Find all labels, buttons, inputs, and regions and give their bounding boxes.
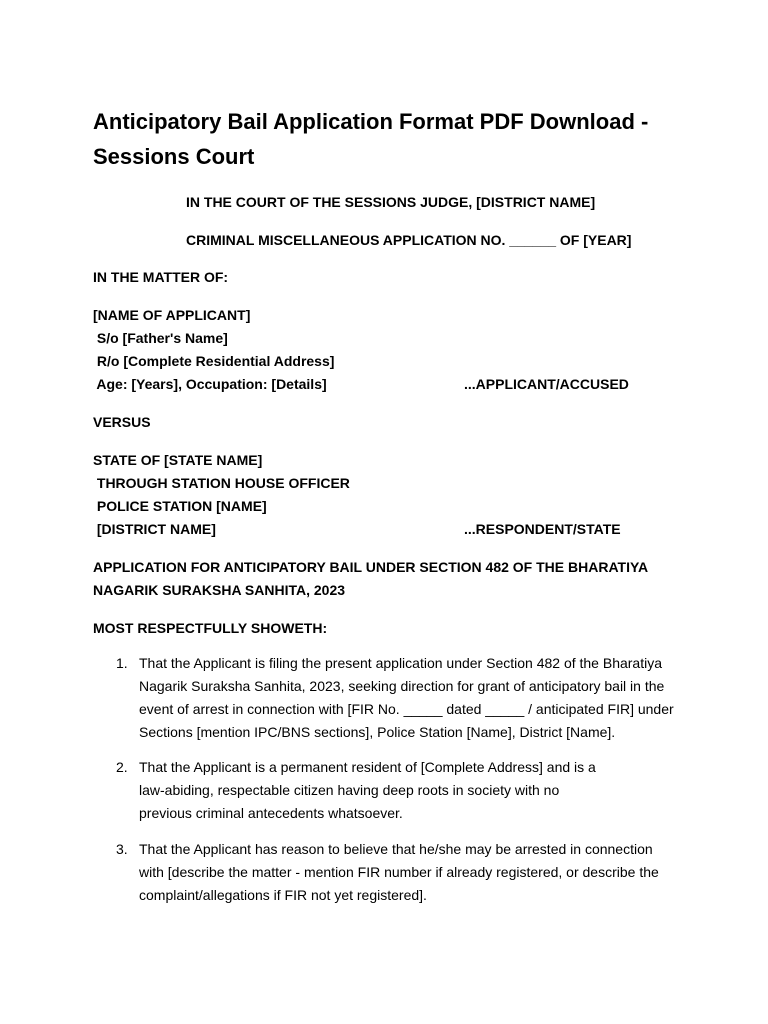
application-title: APPLICATION FOR ANTICIPATORY BAIL UNDER SECTION 482 OF THE BHARATIYA NAGARIK SURAKSHA SANHITA, 2023 xyxy=(93,559,648,598)
respondent-role: ...RESPONDENT/STATE xyxy=(464,521,621,537)
respondent-state: STATE OF [STATE NAME] xyxy=(93,452,263,468)
applicant-residence: R/o [Complete Residential Address] xyxy=(93,353,335,369)
list-item-number: 2. xyxy=(116,759,128,775)
list-item-number: 1. xyxy=(116,655,128,671)
list-item-text: That the Applicant is a permanent resident of [Complete Address] and is a law-abiding, respectable citizen having deep roots in society with no previous criminal antecedents whatsoever. xyxy=(139,759,596,821)
list-item-text: That the Applicant has reason to believe that he/she may be arrested in connection with [describe the matter - mention FIR number if already registered, or describe the complaint/allegations if FIR not yet registered]. xyxy=(139,841,659,903)
respondent-through: THROUGH STATION HOUSE OFFICER xyxy=(93,475,350,491)
in-the-matter-heading: IN THE MATTER OF: xyxy=(93,269,229,285)
list-item-text: That the Applicant is filing the present application under Section 482 of the Bharatiya Nagarik Suraksha Sanhita, 2023, seeking direction for grant of anticipatory bail in the event of arrest in connection with [FIR No. _____ dated _____ / anticipated FIR] under Sections [mention IPC/BNS sections], Police Station [Name], District [Name]. xyxy=(139,655,674,740)
list-item-number: 3. xyxy=(116,841,128,857)
applicant-role: ...APPLICANT/ACCUSED xyxy=(464,376,629,392)
respondent-district: [DISTRICT NAME] xyxy=(93,521,216,537)
respondent-police-station: POLICE STATION [NAME] xyxy=(93,498,267,514)
document-title: Anticipatory Bail Application Format PDF Download - Sessions Court xyxy=(93,109,649,169)
applicant-age-occupation: Age: [Years], Occupation: [Details] xyxy=(93,376,327,392)
applicant-father: S/o [Father's Name] xyxy=(93,330,228,346)
applicant-name: [NAME OF APPLICANT] xyxy=(93,307,251,323)
versus-heading: VERSUS xyxy=(93,414,151,430)
court-heading: IN THE COURT OF THE SESSIONS JUDGE, [DISTRICT NAME] xyxy=(186,194,596,210)
showeth-heading: MOST RESPECTFULLY SHOWETH: xyxy=(93,620,328,636)
application-number: CRIMINAL MISCELLANEOUS APPLICATION NO. ______ OF [YEAR] xyxy=(186,232,632,248)
